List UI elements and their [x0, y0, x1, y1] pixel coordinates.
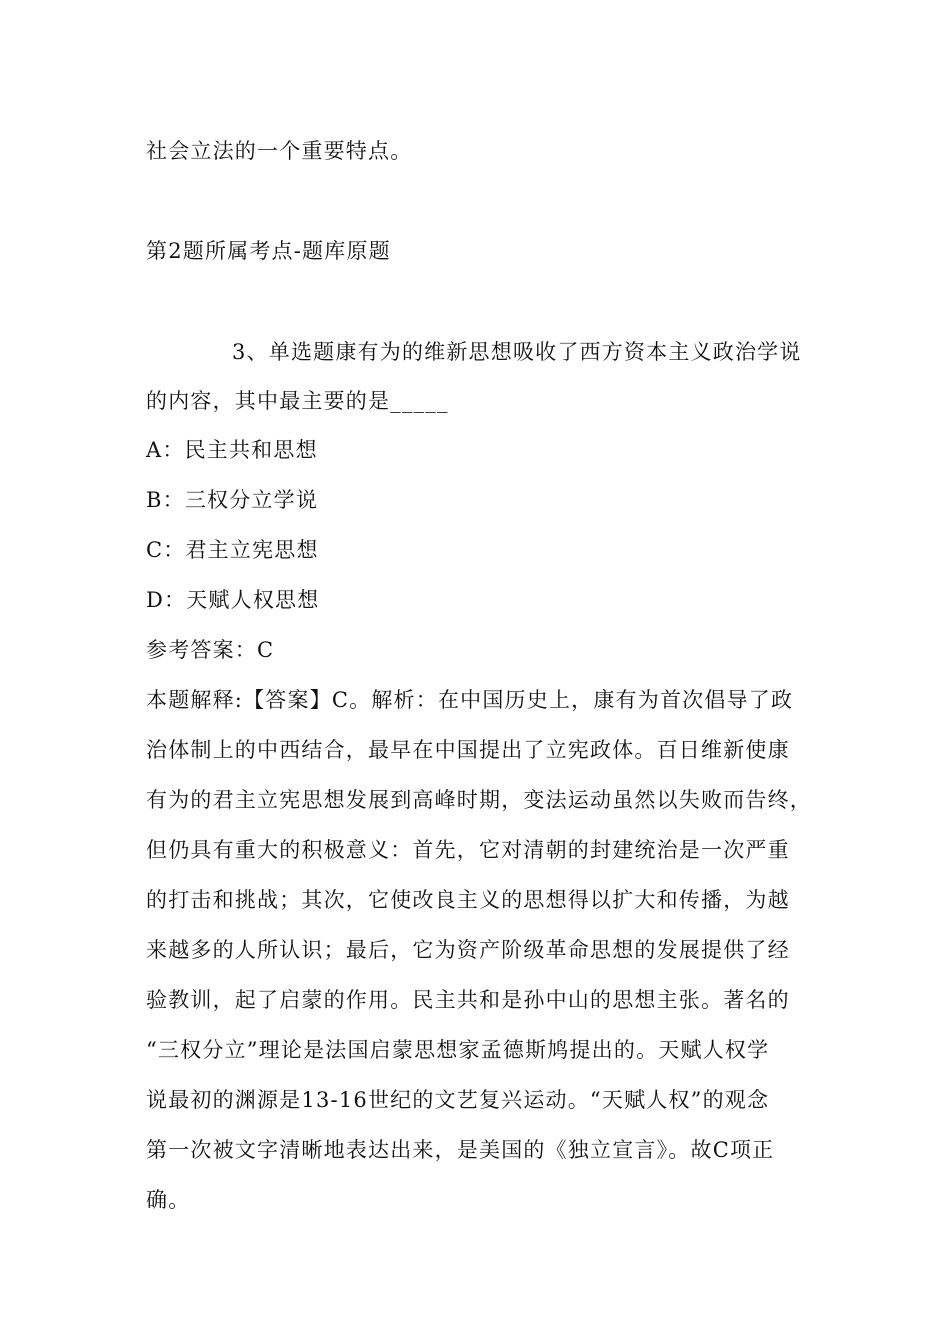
explanation-line: 本题解释:【答案】C。解析：在中国历史上，康有为首次倡导了政 [146, 688, 794, 712]
explanation-line: 的打击和挑战；其次，它使改良主义的思想得以扩大和传播，为越 [146, 888, 790, 912]
option-b: B：三权分立学说 [146, 488, 319, 512]
explanation-line: 来越多的人所认识；最后，它为资产阶级革命思想的发展提供了经 [146, 938, 790, 962]
explanation-line: 说最初的渊源是13-16世纪的文艺复兴运动。“天赋人权”的观念 [146, 1088, 770, 1112]
explanation-line: 有为的君主立宪思想发展到高峰时期，变法运动虽然以失败而告终， [146, 788, 812, 812]
explanation-line: 验教训，起了启蒙的作用。民主共和是孙中山的思想主张。著名的 [146, 988, 790, 1012]
previous-explanation-tail: 社会立法的一个重要特点。 [146, 139, 413, 163]
explanation-line: 确。 [146, 1188, 191, 1212]
question-3-stem-line-2: 的内容，其中最主要的是_____ [146, 389, 449, 413]
option-a: A：民主共和思想 [146, 438, 318, 462]
explanation-line: 第一次被文字清晰地表达出来，是美国的《独立宣言》。故C项正 [146, 1138, 775, 1162]
explanation-line: “三权分立”理论是法国启蒙思想家孟德斯鸠提出的。天赋人权学 [146, 1038, 770, 1062]
question-3-stem-line-1: 3、单选题康有为的维新思想吸收了西方资本主义政治学说 [232, 340, 802, 364]
explanation-line: 治体制上的中西结合，最早在中国提出了立宪政体。百日维新使康 [146, 738, 790, 762]
explanation-line: 但仍具有重大的积极意义：首先，它对清朝的封建统治是一次严重 [146, 838, 790, 862]
question-2-topic: 第2题所属考点-题库原题 [146, 239, 391, 263]
option-d: D：天赋人权思想 [146, 588, 320, 612]
reference-answer: 参考答案：C [146, 638, 275, 662]
option-c: C：君主立宪思想 [146, 538, 319, 562]
